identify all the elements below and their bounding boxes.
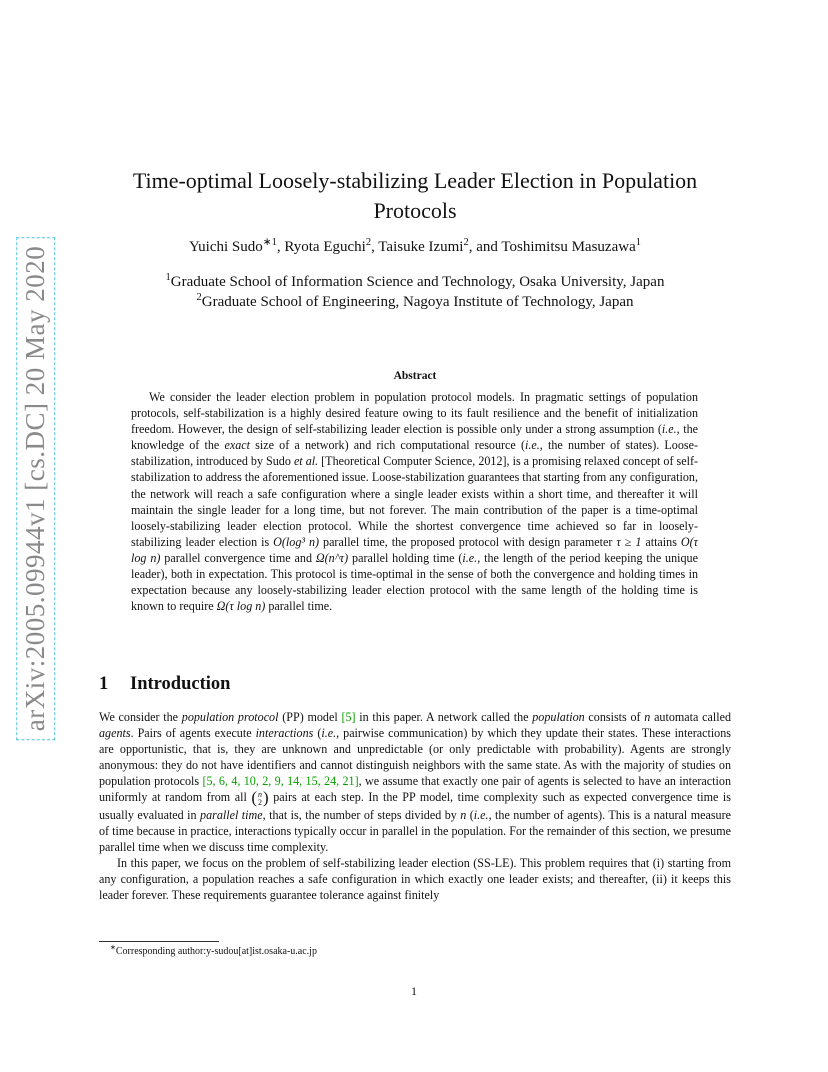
binomial-coefficient: n 2 xyxy=(258,789,263,807)
author-name: Taisuke Izumi xyxy=(378,239,464,255)
abstract-heading: Abstract xyxy=(393,370,437,382)
math-expression: O(τ log n) xyxy=(131,534,698,565)
section-number: 1 xyxy=(99,674,109,694)
author-mark: ∗1 xyxy=(262,237,277,248)
page-number: 1 xyxy=(411,984,417,998)
author-name: Toshimitsu Masuzawa xyxy=(501,239,636,255)
author-mark: 2 xyxy=(365,237,372,248)
abstract-body: We consider the leader election problem in population protocol models. In pragmatic settings of population protocols, self-stabilization is a highly desired feature owing to its fault resilience and the benefit of initialization freedom. However, the design of self-stabilizing leader election is possible only under a strong assumption (i.e., the knowledge of the exact size of a network) and rich computational resource (i.e., the number of states). Loose-stabilization, introduced by Sudo et al. [Theoretical Computer Science, 2012], is a promising relaxed concept of self-stabilization to address the aforementioned issue. Loose-stabilization guarantees that starting from any configuration, the network will reach a safe configuration where a single leader exists within a short time, and thereafter it will maintain the single leader for a long time, but not forever. The main contribution of the paper is a time-optimal loosely-stabilizing leader election protocol. While the shortest convergence time achieved so far in loosely-stabilizing leader election is O(log³ n) parallel time, the proposed protocol with design parameter τ ≥ 1 attains O(τ log n) parallel convergence time and Ω(n^τ) parallel holding time (i.e., the length of the period keeping the unique leader), both in expectation. This protocol is time-optimal in the sense of both the convergence and holding times in expectation because any loosely-stabilizing leader election protocol with the same length of the holding time is known to require Ω(τ log n) parallel time. xyxy=(131,390,699,614)
math-expression: Ω(τ log n) xyxy=(216,599,266,614)
math-expression: O(log³ n) xyxy=(273,534,320,549)
arxiv-identifier-text: arXiv:2005.09944v1 [cs.DC] 20 May 2020 xyxy=(17,236,56,739)
paper-title: Time-optimal Loosely-stabilizing Leader Election in Population Protocols xyxy=(132,168,698,223)
citation-link[interactable]: [5] xyxy=(341,710,356,724)
introduction-body xyxy=(99,709,731,903)
math-expression: τ ≥ 1 xyxy=(616,534,642,549)
author-list: Yuichi Sudo$^{∗1}$, Ryota Eguchi$^2$, Taisuke Izumi$^2$, and Toshimitsu Masuzawa$^1$ xyxy=(189,237,641,255)
section-title: Introduction xyxy=(130,674,231,694)
author-mark: 1 xyxy=(635,237,641,248)
author-name: Ryota Eguchi xyxy=(284,239,366,255)
section-heading-introduction xyxy=(99,674,230,695)
author-name: Yuichi Sudo xyxy=(189,239,263,255)
affiliation-2: $^2$Graduate School of Engineering, Nagoya Institute of Technology, Japan xyxy=(196,292,634,310)
footnote: ∗Corresponding author:y-sudou[at]ist.osaka-u.ac.jp xyxy=(110,943,317,957)
paragraph: We consider the population protocol (PP) model [5] in this paper. A network called the population consists of n automata called agents. Pairs of agents execute interactions (i.e., pairwise communication) by which they update their states. These interactions are opportunistic, that is, they are unknown and unpredictable (or only predictable with probability). Agents are strongly anonymous: they do not have identifiers and cannot distinguish neighbors with the same state. As with the majority of studies on population protocols [5, 6, 4, 10, 2, 9, 14, 15, 24, 21], we assume that exactly one pair of agents is selected to have an interaction uniformly at random from all ( n 2 ) pairs at each step. In the PP model, time complexity such as expected convergence time is usually evaluated in parallel time, that is, the number of steps divided by n (i.e., the number of agents). This is a natural measure of time because in practice, interactions typically occur in parallel in the population. For the remainder of this section, we presume parallel time when we discuss time complexity. xyxy=(99,710,732,854)
paragraph: In this paper, we focus on the problem of self-stabilizing leader election (SS-LE). This problem requires that (i) starting from any configuration, a population reaches a safe configuration in which exactly one leader exists; and thereafter, (ii) it keeps this leader forever. These requirements guarantee tolerance against finitely xyxy=(99,856,731,903)
math-expression: Ω(n^τ) xyxy=(315,550,349,565)
affiliation-1: $^1$Graduate School of Information Science and Technology, Osaka University, Japan xyxy=(165,272,665,290)
author-mark: 2 xyxy=(463,237,469,248)
footnote-divider xyxy=(99,941,219,942)
arxiv-identifier-stamp xyxy=(14,238,58,738)
citation-link[interactable]: [5, 6, 4, 10, 2, 9, 14, 15, 24, 21] xyxy=(202,774,359,789)
